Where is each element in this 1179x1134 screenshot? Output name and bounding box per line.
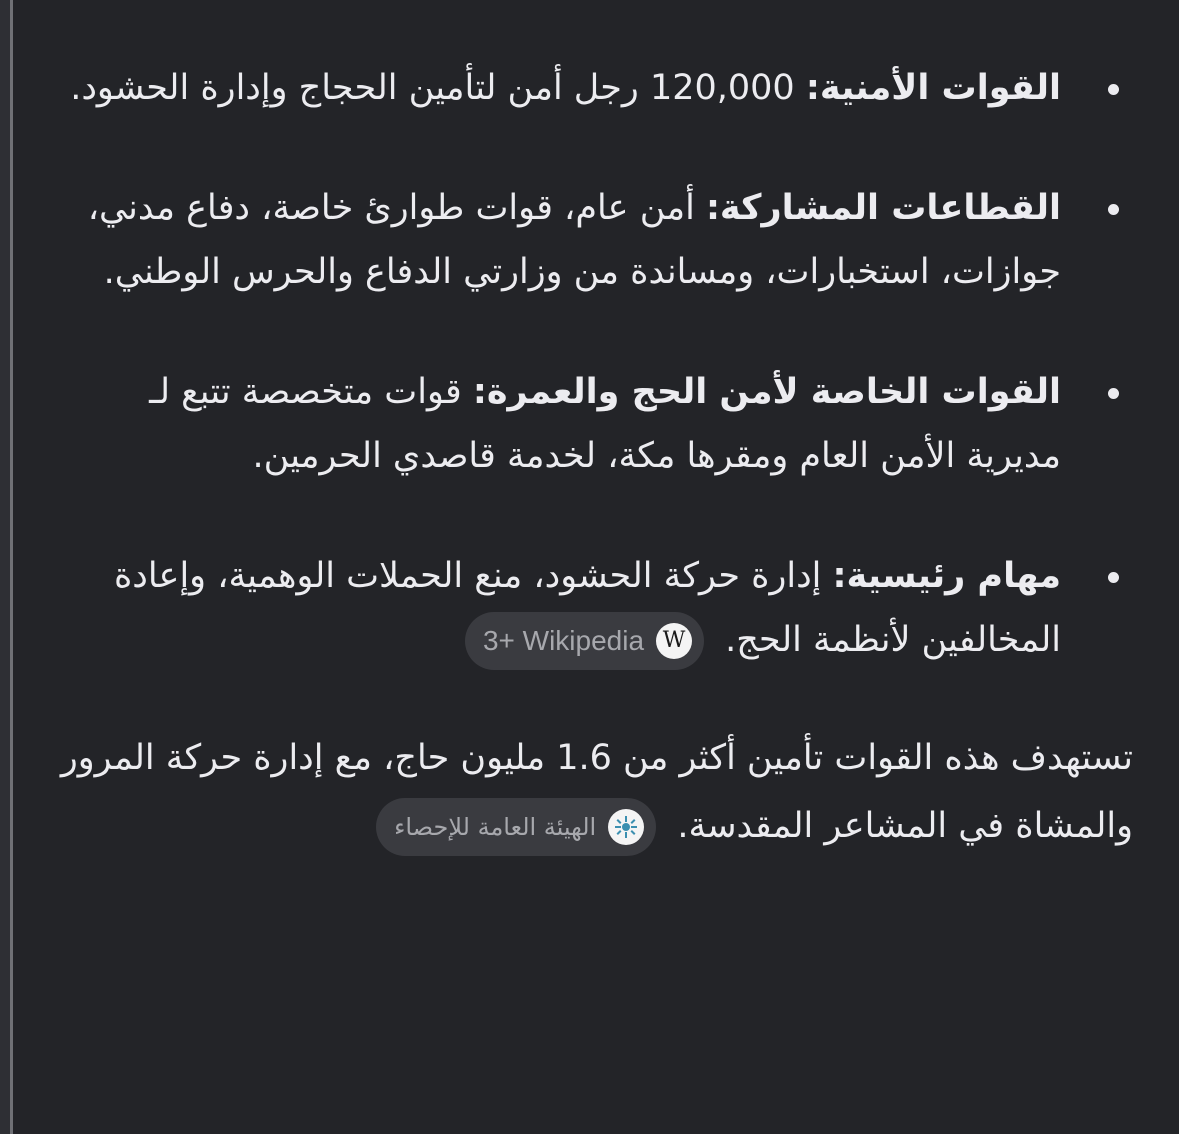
bullet-dot-icon [1108,388,1119,399]
list-item-term: القوات الخاصة لأمن الحج والعمرة: [472,372,1061,412]
list-item-special-forces [60,360,1133,488]
bullet-dot-icon [1108,204,1119,215]
source-chip-label: 3+ Wikipedia [482,625,645,656]
bullet-dot-icon [1108,572,1119,583]
list-item-term: القوات الأمنية: [805,68,1061,108]
source-chip-gastat[interactable] [376,798,656,856]
list-item-text: قوات متخصصة تتبع لـ مديرية الأمن العام ومقرها مكة، لخدمة قاصدي الحرمين. [149,372,1061,476]
summary-text: تستهدف هذه القوات تأمين أكثر من 1.6 مليون حاج، مع إدارة حركة المرور والمشاة في المشاعر المقدسة. [60,738,1133,846]
wikipedia-icon: W [656,623,692,659]
list-item-text: إدارة حركة الحشود، منع الحملات الوهمية، وإعادة المخالفين لأنظمة الحج. [113,556,1061,660]
left-border-rule [0,0,13,1134]
summary-paragraph [60,724,1133,860]
list-item-participating-sectors [60,176,1133,304]
message-content [60,56,1133,860]
bullet-list [60,56,1133,672]
list-item-text: أمن عام، قوات طوارئ خاصة، دفاع مدني، جوازات، استخبارات، ومساندة من وزارتي الدفاع والحرس الوطني. [87,188,1061,292]
gastat-logo-icon [608,809,644,845]
list-item-text: 120,000 رجل أمن لتأمين الحجاج وإدارة الحشود. [70,68,806,108]
list-item-security-forces [60,56,1133,120]
list-item-term: القطاعات المشاركة: [705,188,1061,228]
source-chip-label: الهيئة العامة للإحصاء [394,813,597,841]
source-chip-wikipedia[interactable] [465,612,704,670]
list-item-main-tasks [60,544,1133,672]
list-item-term: مهام رئيسية: [832,556,1061,596]
bullet-dot-icon [1108,84,1119,95]
